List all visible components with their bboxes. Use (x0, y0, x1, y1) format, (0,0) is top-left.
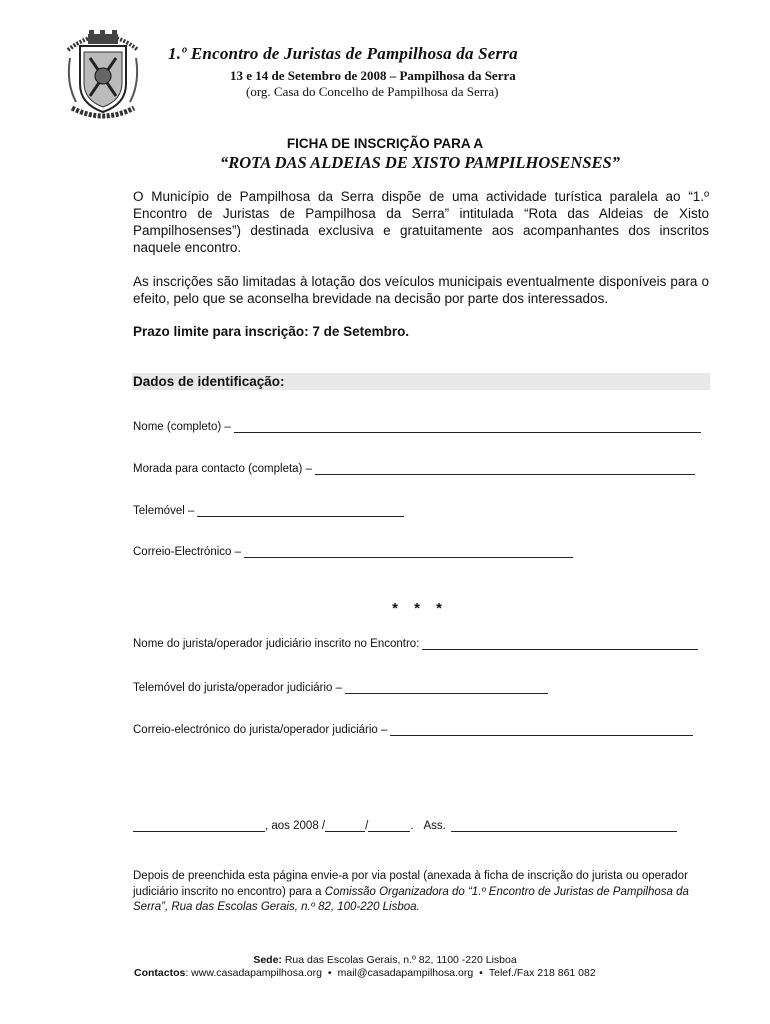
event-dates: 13 e 14 de Setembro de 2008 – Pampilhosa da Serra (230, 68, 516, 83)
month-input-line[interactable] (325, 821, 365, 832)
address-label: Morada para contacto (completa) – (133, 463, 312, 475)
footer-address (0, 954, 770, 966)
jurist-mobile-input-line[interactable] (345, 683, 548, 694)
date-slash: / (365, 820, 369, 832)
municipal-crest-logo (62, 28, 144, 120)
event-organizer: (org. Casa do Concelho de Pampilhosa da Serra) (246, 84, 499, 99)
name-label: Nome (completo) – (133, 421, 231, 433)
sede-value: Rua das Escolas Gerais, n.º 82, 1100 -220 Lisboa (281, 954, 517, 966)
jurist-name-label: Nome do jurista/operador judiciário inscrito no Encontro: (133, 638, 420, 650)
note-address: Comissão Organizadora do “1.º Encontro de Juristas de Pampilhosa da Serra”, Rua das Escolas Gerais, n.º 82, 100-220 Lisboa. (133, 885, 689, 913)
footer-website: : www.casadapampilhosa.org (185, 967, 322, 979)
footer-email: mail@casadapampilhosa.org (337, 967, 474, 979)
address-field[interactable] (133, 463, 695, 475)
limits-paragraph: As inscrições são limitadas à lotação dos veículos municipais eventualmente disponíveis para o efeito, pelo que se aconselha brevidade na decisão por parte dos interessados. (133, 274, 709, 306)
jurist-email-label: Correio-electrónico do jurista/operador judiciário – (133, 724, 388, 736)
signature-label: Ass. (423, 820, 446, 832)
jurist-email-field[interactable] (133, 724, 693, 736)
mobile-label: Telemóvel – (133, 505, 195, 517)
intro-paragraph: O Município de Pampilhosa da Serra dispõe de uma actividade turística paralela ao “1.º Encontro de Juristas de Pampilhosa da Serra” intitulada “Rota das Aldeias de Xisto Pampilhosenses”) destinada exclusiva e gratuitamente aos acompanhantes dos inscritos naquele encontro. (133, 189, 709, 255)
event-title: 1.º Encontro de Juristas de Pampilhosa da Serra (168, 44, 518, 63)
date-period: . (410, 820, 414, 832)
signature-input-line[interactable] (451, 821, 677, 832)
place-input-line[interactable] (133, 821, 265, 832)
mailing-instructions (133, 869, 713, 916)
mobile-input-line[interactable] (197, 506, 404, 517)
footer-phone: Telef./Fax 218 861 082 (488, 967, 596, 979)
day-input-line[interactable] (368, 821, 410, 832)
form-subtitle: “ROTA DAS ALDEIAS DE XISTO PAMPILHOSENSES” (220, 153, 620, 172)
jurist-mobile-field[interactable] (133, 682, 548, 694)
contacts-label: Contactos (134, 967, 186, 979)
mobile-field[interactable] (133, 505, 404, 517)
name-field[interactable] (133, 421, 701, 433)
address-input-line[interactable] (315, 464, 695, 475)
form-title: FICHA DE INSCRIÇÃO PARA A (286, 136, 484, 151)
jurist-name-input-line[interactable] (422, 639, 698, 650)
note-plain: Depois de preenchida esta página envie-a por via postal (anexada à ficha de inscrição do jurista ou operador judiciário inscrito no encontro) para a (133, 870, 688, 898)
email-field[interactable] (133, 546, 573, 558)
date-text: , aos 2008 / (265, 820, 326, 832)
email-input-line[interactable] (244, 547, 573, 558)
jurist-email-input-line[interactable] (390, 725, 693, 736)
signature-line[interactable] (133, 820, 677, 832)
deadline-text: Prazo limite para inscrição: 7 de Setembro. (133, 324, 410, 339)
section-separator: * * * (392, 600, 448, 617)
jurist-name-field[interactable] (133, 638, 698, 650)
name-input-line[interactable] (234, 422, 701, 433)
bullet-separator: • (327, 967, 332, 979)
sede-label: Sede: (253, 954, 282, 966)
email-label: Correio-Electrónico – (133, 546, 242, 558)
footer-contacts (134, 967, 596, 979)
section-identification-label: Dados de identificação: (133, 374, 285, 389)
bullet-separator: • (479, 967, 483, 979)
jurist-mobile-label: Telemóvel do jurista/operador judiciário – (133, 682, 343, 694)
